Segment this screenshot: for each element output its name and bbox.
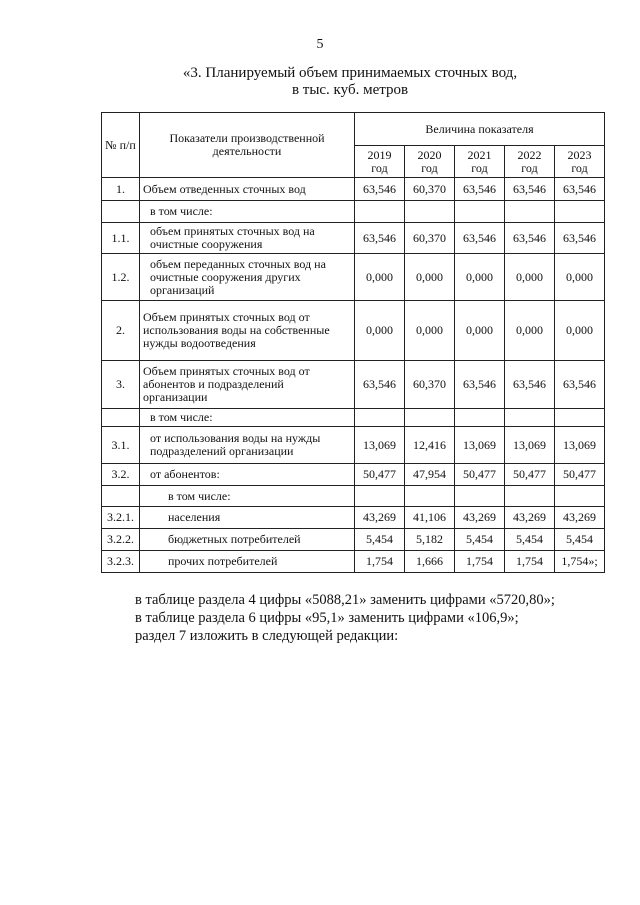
cell-value (355, 486, 405, 507)
cell-value: 0,000 (355, 254, 405, 301)
row-label: Объем отведенных сточных вод (140, 178, 355, 201)
row-label: от использования воды на нужды подразделений организации (140, 427, 355, 464)
cell-value: 63,546 (455, 178, 505, 201)
row-num: 1.1. (102, 223, 140, 254)
cell-value: 0,000 (505, 254, 555, 301)
cell-value (455, 486, 505, 507)
cell-value: 13,069 (355, 427, 405, 464)
cell-value: 63,546 (355, 178, 405, 201)
amendment-line: в таблице раздела 6 цифры «95,1» заменить цифрами «106,9»; (135, 610, 519, 626)
row-num (102, 201, 140, 223)
amendment-text (135, 591, 605, 645)
table-row (102, 361, 605, 409)
cell-value: 63,546 (505, 223, 555, 254)
row-label: от абонентов: (140, 464, 355, 486)
cell-value: 0,000 (455, 254, 505, 301)
cell-value: 1,754 (355, 551, 405, 573)
cell-value (355, 201, 405, 223)
amendment-line: в таблице раздела 4 цифры «5088,21» заменить цифрами «5720,80»; (135, 592, 555, 608)
cell-value: 41,106 (405, 507, 455, 529)
cell-value: 60,370 (405, 178, 455, 201)
cell-value: 63,546 (555, 178, 605, 201)
header-year: 2023 год (555, 146, 605, 178)
section-title-line2: в тыс. куб. метров (291, 82, 409, 98)
header-indicator: Показатели производственной деятельности (140, 113, 355, 178)
cell-value: 13,069 (555, 427, 605, 464)
cell-value: 5,454 (455, 529, 505, 551)
cell-value: 60,370 (405, 361, 455, 409)
cell-value (355, 409, 405, 427)
cell-value (505, 201, 555, 223)
section-title (110, 65, 590, 99)
cell-value: 63,546 (505, 178, 555, 201)
cell-value (455, 409, 505, 427)
cell-value: 13,069 (455, 427, 505, 464)
header-value: Величина показателя (355, 113, 605, 146)
cell-value: 50,477 (455, 464, 505, 486)
cell-value: 5,454 (355, 529, 405, 551)
cell-value: 63,546 (455, 223, 505, 254)
cell-value: 63,546 (505, 361, 555, 409)
cell-value: 0,000 (505, 301, 555, 361)
row-label: объем переданных сточных вод на очистные сооружения других организаций (140, 254, 355, 301)
cell-value: 5,454 (555, 529, 605, 551)
cell-value: 63,546 (455, 361, 505, 409)
row-num: 1. (102, 178, 140, 201)
row-num: 2. (102, 301, 140, 361)
cell-value: 63,546 (355, 361, 405, 409)
cell-value: 0,000 (405, 254, 455, 301)
table-row (102, 223, 605, 254)
row-num (102, 486, 140, 507)
cell-value: 5,454 (505, 529, 555, 551)
cell-value: 0,000 (555, 254, 605, 301)
table-row (102, 464, 605, 486)
cell-value: 63,546 (555, 223, 605, 254)
table-row (102, 409, 605, 427)
cell-value (555, 409, 605, 427)
row-label: в том числе: (140, 201, 355, 223)
cell-value: 43,269 (455, 507, 505, 529)
cell-value: 63,546 (555, 361, 605, 409)
cell-value: 1,754 (505, 551, 555, 573)
row-label: Объем принятых сточных вод от использования воды на собственные нужды водоотведения (140, 301, 355, 361)
table-row (102, 254, 605, 301)
cell-value: 43,269 (355, 507, 405, 529)
cell-value (555, 201, 605, 223)
cell-value (405, 486, 455, 507)
cell-value: 13,069 (505, 427, 555, 464)
row-num (102, 409, 140, 427)
cell-value: 12,416 (405, 427, 455, 464)
cell-value (555, 486, 605, 507)
row-label: в том числе: (140, 409, 355, 427)
cell-value: 5,182 (405, 529, 455, 551)
cell-value: 1,754 (455, 551, 505, 573)
row-num: 3. (102, 361, 140, 409)
cell-value: 0,000 (355, 301, 405, 361)
cell-value: 60,370 (405, 223, 455, 254)
cell-value: 1,754»; (555, 551, 605, 573)
cell-value: 50,477 (505, 464, 555, 486)
row-label: прочих потребителей (140, 551, 355, 573)
cell-value (405, 409, 455, 427)
cell-value: 50,477 (355, 464, 405, 486)
cell-value (505, 409, 555, 427)
row-label: бюджетных потребителей (140, 529, 355, 551)
header-year: 2020 год (405, 146, 455, 178)
cell-value: 43,269 (555, 507, 605, 529)
cell-value: 47,954 (405, 464, 455, 486)
wastewater-volume-table (101, 112, 605, 573)
header-num: № п/п (102, 113, 140, 178)
row-num: 3.2. (102, 464, 140, 486)
row-label: населения (140, 507, 355, 529)
cell-value: 0,000 (555, 301, 605, 361)
cell-value: 1,666 (405, 551, 455, 573)
table-row (102, 201, 605, 223)
amendment-line: раздел 7 изложить в следующей редакции: (135, 628, 399, 644)
row-num: 3.2.1. (102, 507, 140, 529)
table-row (102, 178, 605, 201)
row-label: в том числе: (140, 486, 355, 507)
row-num: 3.2.3. (102, 551, 140, 573)
cell-value: 50,477 (555, 464, 605, 486)
table-row (102, 301, 605, 361)
table-row (102, 486, 605, 507)
header-row (102, 113, 605, 146)
header-year: 2021 год (455, 146, 505, 178)
cell-value: 0,000 (455, 301, 505, 361)
table-row (102, 427, 605, 464)
row-label: Объем принятых сточных вод от абонентов и подразделений организации (140, 361, 355, 409)
row-label: объем принятых сточных вод на очистные сооружения (140, 223, 355, 254)
page-number: 5 (316, 37, 324, 52)
cell-value: 63,546 (355, 223, 405, 254)
table-row (102, 529, 605, 551)
row-num: 3.1. (102, 427, 140, 464)
cell-value (405, 201, 455, 223)
cell-value: 43,269 (505, 507, 555, 529)
table-row (102, 507, 605, 529)
cell-value (505, 486, 555, 507)
cell-value (455, 201, 505, 223)
cell-value: 0,000 (405, 301, 455, 361)
header-year: 2022 год (505, 146, 555, 178)
table-row (102, 551, 605, 573)
section-title-line1: «3. Планируемый объем принимаемых сточных вод, (182, 65, 518, 81)
row-num: 3.2.2. (102, 529, 140, 551)
row-num: 1.2. (102, 254, 140, 301)
header-year: 2019 год (355, 146, 405, 178)
